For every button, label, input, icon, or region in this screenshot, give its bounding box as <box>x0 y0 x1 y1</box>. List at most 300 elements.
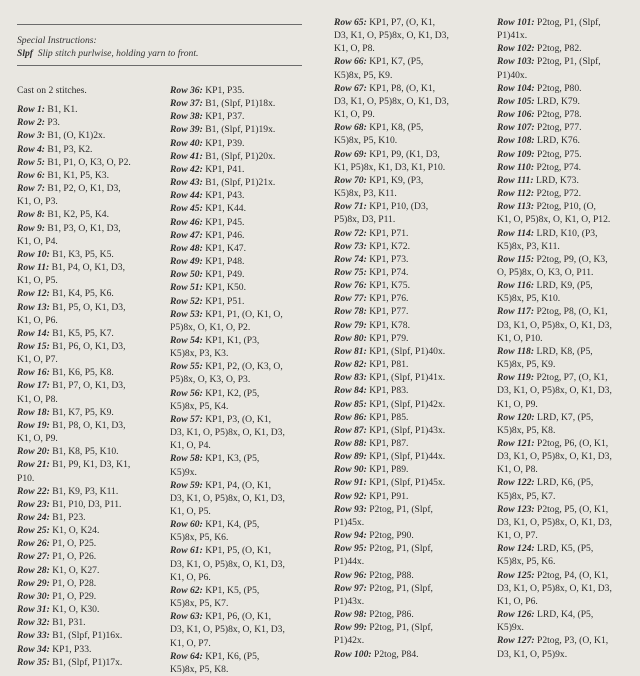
row-text: D3, K1, O, P5)8x, O, K1, D3, <box>170 492 285 504</box>
row-instruction <box>170 295 285 308</box>
row-text: P2tog, P1, (Slpf, <box>369 543 433 555</box>
row-continuation <box>17 274 131 287</box>
row-text: B1, P7, O, K1, D3, <box>52 380 126 392</box>
row-continuation <box>497 582 612 595</box>
row-label: Row 7: <box>17 183 45 195</box>
row-text: B1, (Slpf, P1)17x. <box>52 656 123 668</box>
special-instructions-definition <box>17 47 198 60</box>
row-instruction <box>170 387 285 400</box>
row-text: B1, P2, O, K1, D3, <box>47 183 121 195</box>
row-label: Row 17: <box>17 380 50 392</box>
row-label: Row 42: <box>170 163 203 175</box>
row-label: Row 10: <box>17 248 50 260</box>
special-instructions-heading: Special Instructions: <box>17 35 97 46</box>
row-text: K1, O, P6. <box>170 571 211 583</box>
row-label: Row 71: <box>334 201 367 213</box>
row-text: KP1, P4, (O, K1, <box>205 479 272 491</box>
row-continuation <box>497 529 612 542</box>
row-instruction <box>334 371 449 384</box>
row-label: Row 12: <box>17 288 50 300</box>
row-continuation <box>170 466 285 479</box>
row-text: K5)8x, P5, K9. <box>497 359 556 371</box>
row-text: P2tog, P80. <box>537 82 582 94</box>
row-text: K1, O, K27. <box>52 564 100 576</box>
row-label: Row 53: <box>170 308 203 320</box>
row-instruction <box>170 202 285 215</box>
row-text: P1)41x. <box>497 30 528 42</box>
row-label: Row 63: <box>170 611 203 623</box>
row-continuation <box>334 42 449 55</box>
row-instruction <box>497 503 612 516</box>
row-label: Row 96: <box>334 569 367 581</box>
row-text: KP1, P35. <box>205 85 245 96</box>
row-label: Row 67: <box>334 82 367 94</box>
row-instruction <box>334 582 449 595</box>
row-label: Row 124: <box>497 543 535 555</box>
row-label: Row 73: <box>334 240 367 252</box>
row-text: KP1, K72. <box>369 240 410 252</box>
row-label: Row 54: <box>170 334 203 346</box>
row-label: Row 106: <box>497 109 535 121</box>
row-label: Row 101: <box>497 17 535 28</box>
row-label: Row 120: <box>497 411 535 423</box>
row-instruction <box>334 55 449 68</box>
row-text: KP1, K1, (P3, <box>205 334 260 346</box>
row-text: KP1, P81. <box>369 359 409 371</box>
row-text: K5)8x, P5, K8. <box>170 663 229 675</box>
special-instructions-abbr: Slpf <box>17 48 33 59</box>
row-label: Row 3: <box>17 130 45 142</box>
row-text: P2tog, P1, (Slpf, <box>369 622 433 634</box>
row-instruction <box>17 301 131 314</box>
row-text: KP1, P49. <box>205 269 245 281</box>
row-instruction <box>334 490 449 503</box>
row-instruction <box>170 189 285 202</box>
row-label: Row 97: <box>334 582 367 594</box>
row-text: K1, O, P9. <box>17 433 58 445</box>
row-label: Row 46: <box>170 216 203 228</box>
row-instruction <box>17 564 131 577</box>
row-text: LRD, K79. <box>537 95 580 107</box>
row-instruction <box>17 485 131 498</box>
row-continuation <box>17 353 131 366</box>
row-instruction <box>334 174 449 187</box>
row-label: Row 33: <box>17 630 50 642</box>
row-text: KP1, P76. <box>369 293 409 305</box>
row-text: KP1, K47. <box>205 242 246 254</box>
row-instruction <box>497 437 612 450</box>
row-text: P2tog, P1, (Slpf, <box>537 56 601 68</box>
pattern-column-1 <box>17 84 131 669</box>
row-label: Row 105: <box>497 95 535 107</box>
row-instruction <box>17 511 131 524</box>
row-text: P2tog, P75. <box>537 148 582 160</box>
row-instruction <box>17 103 131 116</box>
row-instruction <box>497 345 612 358</box>
row-label: Row 95: <box>334 543 367 555</box>
row-label: Row 99: <box>334 622 367 634</box>
row-text: KP1, P9, (K1, D3, <box>369 148 440 160</box>
row-text: B1, (Slpf, P1)16x. <box>52 630 123 642</box>
row-label: Row 119: <box>497 372 535 384</box>
row-text: LRD, K73. <box>535 174 579 186</box>
row-instruction <box>17 129 131 142</box>
row-text: P2tog, P82. <box>537 43 582 55</box>
row-text: K1, O, P7. <box>170 637 211 649</box>
row-text: KP1, K7, (P5, <box>369 56 424 68</box>
row-text: B1, K1. <box>47 104 78 116</box>
row-label: Row 13: <box>17 301 50 313</box>
row-text: P2tog, P1, (Slpf, <box>369 503 433 515</box>
row-text: KP1, K8, (P5, <box>369 122 424 134</box>
row-text: KP1, P83. <box>369 385 409 397</box>
row-label: Row 58: <box>170 453 203 465</box>
row-instruction <box>334 227 449 240</box>
row-continuation <box>170 400 285 413</box>
row-text: P2tog, P10, (O, <box>536 201 596 213</box>
row-text: KP1, (Slpf, P1)43x. <box>369 424 446 436</box>
row-text: KP1, (Slpf, P1)40x. <box>369 345 446 357</box>
row-instruction <box>17 169 131 182</box>
row-text: D3, K1, O, P5)8x, O, K1, D3, <box>170 558 285 570</box>
row-label: Row 44: <box>170 190 203 202</box>
row-label: Row 108: <box>497 135 535 147</box>
row-instruction <box>334 411 449 424</box>
row-text: P2tog, P78. <box>537 109 582 121</box>
row-label: Row 121: <box>497 438 535 449</box>
row-instruction <box>497 82 612 95</box>
row-label: Row 122: <box>497 477 535 489</box>
row-label: Row 23: <box>17 498 50 510</box>
row-continuation <box>17 432 131 445</box>
row-label: Row 85: <box>334 398 367 410</box>
row-instruction <box>334 305 449 318</box>
row-text: K1, O, P5. <box>170 506 211 517</box>
row-continuation <box>17 472 131 485</box>
row-instruction <box>334 266 449 279</box>
row-instruction <box>170 610 285 623</box>
row-instruction <box>497 42 612 55</box>
row-text: K1, O, P5. <box>17 275 58 287</box>
row-label: Row 113: <box>497 201 535 213</box>
row-text: KP1, P43. <box>205 190 245 202</box>
row-text: K1, O, P9. <box>497 398 538 410</box>
row-instruction <box>170 268 285 281</box>
row-instruction <box>170 163 285 176</box>
row-label: Row 69: <box>334 148 367 160</box>
row-instruction <box>334 648 449 661</box>
row-text: LRD, K8, (P5, <box>536 345 593 357</box>
row-label: Row 35: <box>17 656 50 668</box>
row-instruction <box>497 108 612 121</box>
row-instruction <box>17 143 131 156</box>
row-label: Row 74: <box>334 253 367 265</box>
row-text: P2tog, P6, (O, K1, <box>537 438 609 449</box>
row-label: Row 37: <box>170 98 203 110</box>
row-text: P1, O, P28. <box>52 577 97 589</box>
row-instruction <box>334 384 449 397</box>
row-text: P1)40x. <box>497 69 528 81</box>
row-continuation <box>170 505 285 518</box>
row-text: B1, (Slpf, P1)20x. <box>205 150 276 162</box>
row-instruction <box>17 366 131 379</box>
row-instruction <box>170 544 285 557</box>
row-instruction <box>170 110 285 123</box>
row-text: KP1, P10, (D3, <box>369 201 429 213</box>
row-instruction <box>170 150 285 163</box>
row-label: Row 66: <box>334 56 367 68</box>
row-text: P2tog, P5, (O, K1, <box>537 503 609 515</box>
row-text: Cast on 2 stitches. <box>17 85 87 96</box>
row-text: KP1, P73. <box>369 253 409 265</box>
row-continuation <box>334 161 449 174</box>
row-text: K1, O, P3. <box>17 196 58 208</box>
row-instruction <box>17 248 131 261</box>
row-instruction <box>17 629 131 642</box>
row-text: B1, P6, O, K1, D3, <box>52 340 126 352</box>
row-text: B1, P1, O, K3, O, P2. <box>47 156 131 168</box>
row-label: Row 40: <box>170 137 203 149</box>
row-text: D3, K1, O, P5)8x, O, K1, D3, <box>170 427 285 439</box>
row-label: Row 127: <box>497 635 535 647</box>
row-label: Row 91: <box>334 477 367 489</box>
row-text: KP1, P2, (O, K3, O, <box>205 361 283 373</box>
row-text: KP1, (Slpf, P1)42x. <box>369 398 446 410</box>
row-text: P1)45x. <box>334 516 365 528</box>
row-text: K5)8x, P5, K6. <box>497 556 556 568</box>
row-label: Row 19: <box>17 419 50 431</box>
row-label: Row 79: <box>334 319 367 331</box>
row-label: Row 25: <box>17 525 50 537</box>
row-text: P10. <box>17 472 35 484</box>
row-instruction <box>334 437 449 450</box>
row-label: Row 70: <box>334 174 367 186</box>
row-label: Row 64: <box>170 650 203 662</box>
row-instruction <box>334 529 449 542</box>
row-instruction <box>170 334 285 347</box>
row-text: LRD, K7, (P5, <box>537 411 594 423</box>
row-text: P2tog, P3, (O, K1, <box>537 635 609 647</box>
row-text: KP1, P71. <box>369 227 409 239</box>
row-label: Row 34: <box>17 643 50 655</box>
row-instruction <box>497 161 612 174</box>
row-label: Row 14: <box>17 327 50 339</box>
row-label: Row 102: <box>497 43 535 55</box>
row-text: K5)8x, P5, K10. <box>497 293 561 305</box>
row-text: D3, K1, O, P5)9x. <box>497 648 568 660</box>
row-text: KP1, P91. <box>369 490 409 502</box>
row-instruction <box>334 332 449 345</box>
row-instruction <box>497 305 612 318</box>
row-instruction <box>497 411 612 424</box>
row-continuation <box>334 595 449 608</box>
row-continuation <box>170 571 285 584</box>
row-label: Row 75: <box>334 266 367 278</box>
row-text: B1, K2, P5, K4. <box>47 209 109 221</box>
row-text: K1, O, P7. <box>17 354 58 366</box>
row-continuation <box>170 531 285 544</box>
row-label: Row 115: <box>497 253 535 265</box>
row-text: P2tog, P1, (Slpf, <box>537 17 601 28</box>
row-continuation <box>17 235 131 248</box>
row-text: B1, P31. <box>52 617 86 629</box>
row-text: LRD, K6, (P5, <box>537 477 594 489</box>
row-instruction <box>334 240 449 253</box>
row-instruction <box>497 227 612 240</box>
row-text: KP1, P46. <box>205 229 245 241</box>
row-label: Row 80: <box>334 332 367 344</box>
row-continuation <box>334 69 449 82</box>
pattern-column-4 <box>497 16 612 661</box>
row-text: K5)8x, P5, K7. <box>170 598 229 610</box>
row-label: Row 30: <box>17 590 50 602</box>
row-label: Row 29: <box>17 577 50 589</box>
row-instruction <box>497 253 612 266</box>
row-text: KP1, P77. <box>369 306 409 318</box>
row-instruction <box>17 208 131 221</box>
row-instruction <box>334 319 449 332</box>
row-text: P2tog, P88. <box>369 569 414 581</box>
row-text: B1, P5, O, K1, D3, <box>52 301 126 313</box>
row-label: Row 16: <box>17 367 50 379</box>
row-label: Row 68: <box>334 122 367 134</box>
row-instruction <box>17 261 131 274</box>
row-text: KP1, P8, (O, K1, <box>369 82 436 94</box>
row-label: Row 86: <box>334 411 367 423</box>
pattern-column-2 <box>170 84 285 676</box>
row-instruction <box>497 134 612 147</box>
row-continuation <box>497 29 612 42</box>
row-continuation <box>497 319 612 332</box>
row-text: K1, O, P5)8x, O, K1, O, P12. <box>497 214 611 226</box>
row-text: KP1, K4, (P5, <box>205 519 260 531</box>
row-continuation <box>170 663 285 676</box>
row-text: P2tog, P84. <box>374 648 419 660</box>
row-text: K1, O, P6. <box>17 314 58 326</box>
row-instruction <box>497 279 612 292</box>
row-text: KP1, P48. <box>205 256 245 268</box>
row-continuation <box>170 321 285 334</box>
row-label: Row 57: <box>170 413 203 425</box>
row-continuation <box>170 373 285 386</box>
row-instruction <box>497 95 612 108</box>
row-text: D3, K1, O, P5)8x, O, K1, D3, <box>334 30 449 42</box>
row-label: Row 45: <box>170 203 203 215</box>
row-instruction <box>17 550 131 563</box>
row-continuation <box>334 108 449 121</box>
row-instruction <box>334 398 449 411</box>
row-text: P2tog, P7, (O, K1, <box>536 372 608 384</box>
row-text: K1, O, K24. <box>52 525 100 537</box>
row-text: KP1, P37. <box>205 111 245 123</box>
row-text: B1, K4, P5, K6. <box>52 288 114 300</box>
row-label: Row 111: <box>497 174 534 186</box>
row-instruction <box>170 308 285 321</box>
row-text: K1, O, K30. <box>52 604 100 616</box>
row-instruction <box>497 569 612 582</box>
row-instruction <box>497 476 612 489</box>
row-text: B1, (Slpf, P1)18x. <box>205 98 276 110</box>
row-text: D3, K1, O, P5)8x, O, K1, D3, <box>497 319 612 331</box>
row-label: Row 104: <box>497 82 535 94</box>
row-instruction <box>170 650 285 663</box>
row-label: Row 84: <box>334 385 367 397</box>
row-instruction <box>17 616 131 629</box>
row-label: Row 11: <box>17 262 50 274</box>
row-label: Row 5: <box>17 156 45 168</box>
row-text: D3, K1, O, P5)8x, O, K1, D3, <box>170 624 285 636</box>
row-label: Row 1: <box>17 104 45 116</box>
row-label: Row 89: <box>334 451 367 463</box>
row-label: Row 27: <box>17 551 50 563</box>
row-instruction <box>497 174 612 187</box>
row-instruction <box>334 463 449 476</box>
row-text: K1, O, P6. <box>497 595 538 607</box>
row-text: B1, K5, P5, K7. <box>52 327 114 339</box>
row-text: B1, P4, O, K1, D3, <box>51 262 125 274</box>
row-continuation <box>334 134 449 147</box>
row-text: KP1, P39. <box>205 137 245 149</box>
row-label: Row 103: <box>497 56 535 68</box>
row-text: KP1, K44. <box>205 203 246 215</box>
row-text: P1)44x. <box>334 556 365 568</box>
row-label: Row 32: <box>17 617 50 629</box>
row-text: B1, K1, P5, K3. <box>47 169 109 181</box>
row-instruction <box>17 577 131 590</box>
row-label: Row 22: <box>17 485 50 497</box>
row-instruction <box>170 137 285 150</box>
row-continuation <box>170 347 285 360</box>
row-instruction <box>497 608 612 621</box>
row-text: K1, O, P8. <box>17 393 58 405</box>
row-text: KP1, P85. <box>369 411 409 423</box>
row-text: KP1, K5, (P5, <box>205 584 260 596</box>
row-continuation <box>334 95 449 108</box>
row-text: K1, O, P9. <box>334 109 375 121</box>
special-instructions <box>17 34 198 60</box>
top-rule-left <box>17 24 302 25</box>
special-instructions-text: Slip stitch purlwise, holding yarn to front. <box>37 48 199 59</box>
row-continuation <box>17 195 131 208</box>
row-label: Row 72: <box>334 227 367 239</box>
row-label: Row 110: <box>497 161 535 173</box>
row-continuation <box>170 597 285 610</box>
row-continuation <box>497 463 612 476</box>
row-text: K1, O, P8. <box>334 43 375 55</box>
row-instruction <box>17 287 131 300</box>
row-label: Row 126: <box>497 609 535 621</box>
row-label: Row 83: <box>334 372 367 384</box>
row-label: Row 47: <box>170 229 203 241</box>
row-instruction <box>334 279 449 292</box>
row-text: KP1, (Slpf, P1)41x. <box>369 372 446 384</box>
row-label: Row 117: <box>497 306 535 318</box>
row-text: K5)9x. <box>170 466 197 478</box>
row-text: K1, O, P10. <box>497 332 543 344</box>
row-label: Row 98: <box>334 609 367 621</box>
row-text: K1, O, P4. <box>17 235 58 247</box>
row-instruction <box>170 123 285 136</box>
row-continuation <box>17 84 131 97</box>
row-instruction <box>170 216 285 229</box>
row-label: Row 38: <box>170 111 203 123</box>
row-instruction <box>17 182 131 195</box>
row-text: K5)8x, P5, K9. <box>334 69 393 81</box>
row-text: B1, (Slpf, P1)21x. <box>205 177 276 189</box>
row-instruction <box>170 176 285 189</box>
row-label: Row 56: <box>170 387 203 399</box>
row-label: Row 100: <box>334 648 372 660</box>
